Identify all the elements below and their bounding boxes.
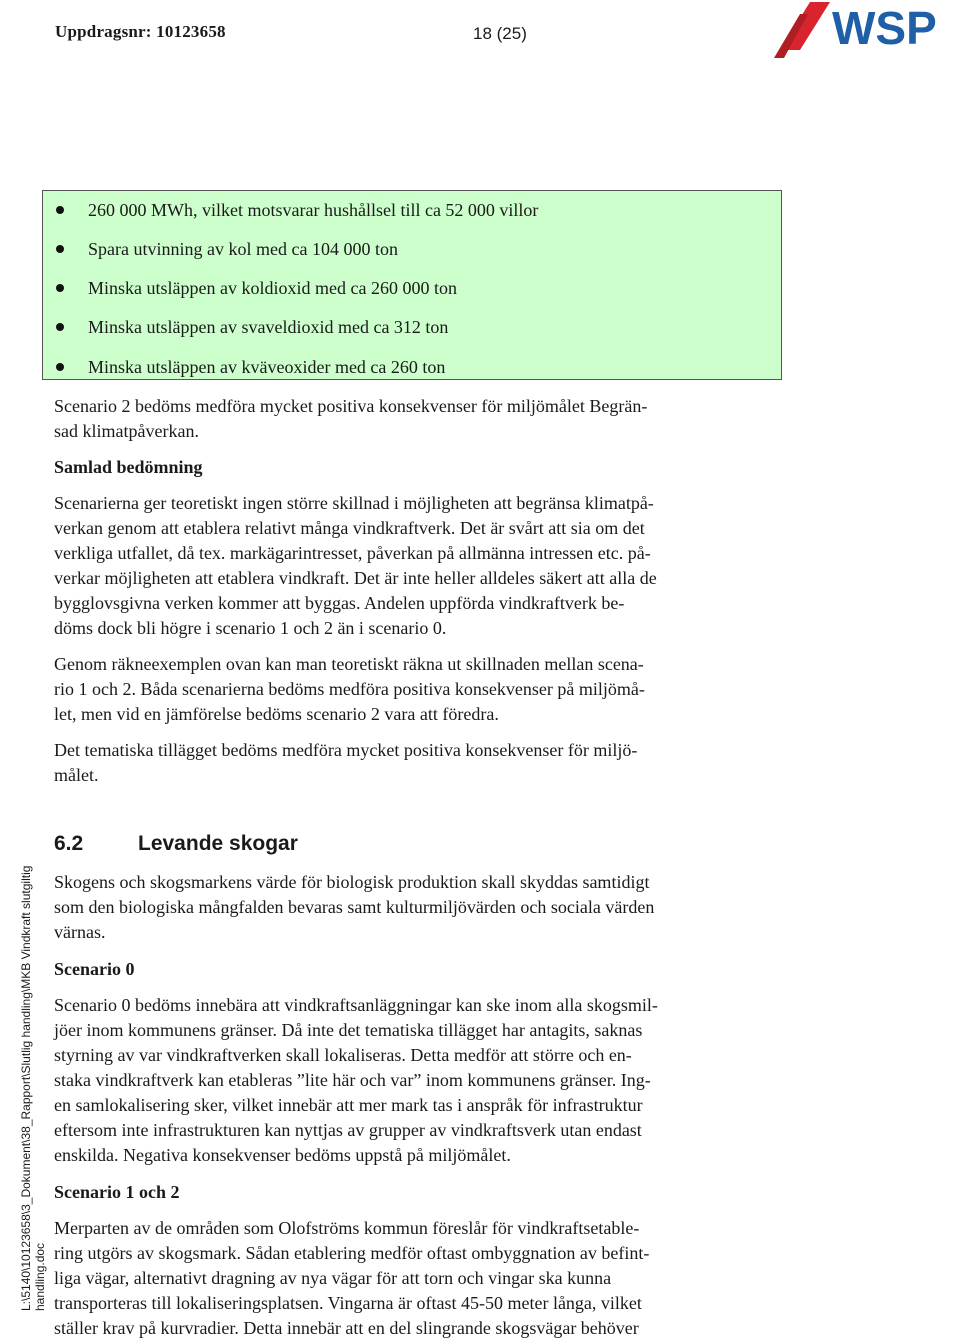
svg-text:WSP: WSP xyxy=(832,2,937,54)
paragraph-line: verkan genom att etablera relativt många vindkraftverk. Det är svårt att sia om det xyxy=(54,518,645,538)
paragraph-line: sad klimatpåverkan. xyxy=(54,421,199,441)
summary-item: 260 000 MWh, vilket motsvarar hushållsel till ca 52 000 villor xyxy=(88,199,538,221)
page-number: 18 (25) xyxy=(473,24,527,43)
paragraph-line: verkar möjligheten att etablera vindkraft. Det är inte heller alldeles säkert att alla de xyxy=(54,568,657,588)
paragraph-line: Det tematiska tillägget bedöms medföra mycket positiva konsekvenser för miljö- xyxy=(54,740,638,760)
paragraph-line: let, men vid en jämförelse bedöms scenario 2 vara att föredra. xyxy=(54,704,499,724)
bullet-icon xyxy=(56,284,64,292)
paragraph-line: Genom räkneexemplen ovan kan man teoretiskt räkna ut skillnaden mellan scena- xyxy=(54,654,644,674)
paragraph-line: rio 1 och 2. Båda scenarierna bedöms medföra positiva konsekvenser på miljömå- xyxy=(54,679,645,699)
summary-item: Minska utsläppen av kväveoxider med ca 260 ton xyxy=(88,356,445,378)
paragraph-line: Scenario 0 bedöms innebära att vindkraftsanläggningar kan ske inom alla skogsmil- xyxy=(54,995,658,1015)
assignment-number: Uppdragsnr: 10123658 xyxy=(55,22,226,41)
paragraph-line: eftersom inte infrastrukturen kan nyttjas av grupper av vindkraftsverk utan endast xyxy=(54,1120,642,1140)
paragraph-line: liga vägar, alternativt dragning av nya vägar för att torn och vingar ska kunna xyxy=(54,1268,612,1288)
section-title: Levande skogar xyxy=(138,832,298,855)
paragraph-line: styrning av var vindkraftverken skall lokaliseras. Detta medför att större och en- xyxy=(54,1045,632,1065)
paragraph-line: staka vindkraftverk kan etableras ”lite här och var” inom kommunens gränser. Ing- xyxy=(54,1070,651,1090)
heading-samlad: Samlad bedömning xyxy=(54,457,203,477)
paragraph-line: ring utgörs av skogsmark. Sådan etablering medför oftast ombyggnation av befint- xyxy=(54,1243,650,1263)
bullet-icon xyxy=(56,363,64,371)
bullet-icon xyxy=(56,245,64,253)
paragraph-line: värnas. xyxy=(54,922,106,942)
section-heading xyxy=(54,832,298,856)
paragraph-line: bygglovsgivna verken kommer att byggas. Andelen uppförda vindkraftverk be- xyxy=(54,593,625,613)
paragraph-line: enskilda. Negativa konsekvenser bedöms uppstå på miljömålet. xyxy=(54,1145,511,1165)
summary-item: Minska utsläppen av koldioxid med ca 260 000 ton xyxy=(88,277,457,299)
paragraph-line: Scenario 2 bedöms medföra mycket positiva konsekvenser för miljömålet Begrän- xyxy=(54,396,648,416)
file-path-line: L:\5140\10123658\3_Dokument\38_Rapport\Slutlig handling\MKB Vindkraft slutgiltig xyxy=(19,865,33,1311)
paragraph-line: en samlokalisering sker, vilket innebär att mer mark tas i anspråk för infrastruktur xyxy=(54,1095,643,1115)
summary-box xyxy=(42,190,782,380)
section-number: 6.2 xyxy=(54,832,84,855)
paragraph-line: Scenarierna ger teoretiskt ingen större skillnad i möjligheten att begränsa klimatpå- xyxy=(54,493,654,513)
paragraph-line: jöer inom kommunens gränser. Då inte det tematiska tillägget har antagits, saknas xyxy=(54,1020,643,1040)
wsp-logo xyxy=(770,0,960,62)
paragraph-line: verkliga utfallet, då tex. markägarintresset, påverkan på allmänna intressen etc. på- xyxy=(54,543,651,563)
paragraph-line: ställer krav på kurvradier. Detta innebär att en del slingrande skogsvägar behöver xyxy=(54,1318,639,1338)
paragraph-line: döms dock bli högre i scenario 1 och 2 än i scenario 0. xyxy=(54,618,447,638)
bullet-icon xyxy=(56,206,64,214)
file-path-line: handling.doc xyxy=(33,1242,47,1311)
paragraph-line: som den biologiska mångfalden bevaras samt kulturmiljövärden och sociala värden xyxy=(54,897,655,917)
heading-scenario-1-2: Scenario 1 och 2 xyxy=(54,1182,180,1202)
paragraph-line: målet. xyxy=(54,765,99,785)
paragraph-line: Skogens och skogsmarkens värde för biologisk produktion skall skyddas samtidigt xyxy=(54,872,650,892)
summary-item: Minska utsläppen av svaveldioxid med ca 312 ton xyxy=(88,316,448,338)
bullet-icon xyxy=(56,323,64,331)
summary-item: Spara utvinning av kol med ca 104 000 ton xyxy=(88,238,398,260)
file-path-sidebar xyxy=(19,865,61,1311)
paragraph-line: Merparten av de områden som Olofströms kommun föreslår för vindkraftsetable- xyxy=(54,1218,640,1238)
paragraph-line: transporteras till lokaliseringsplatsen. Vingarna är oftast 45-50 meter långa, vilket xyxy=(54,1293,642,1313)
heading-scenario-0: Scenario 0 xyxy=(54,959,135,979)
